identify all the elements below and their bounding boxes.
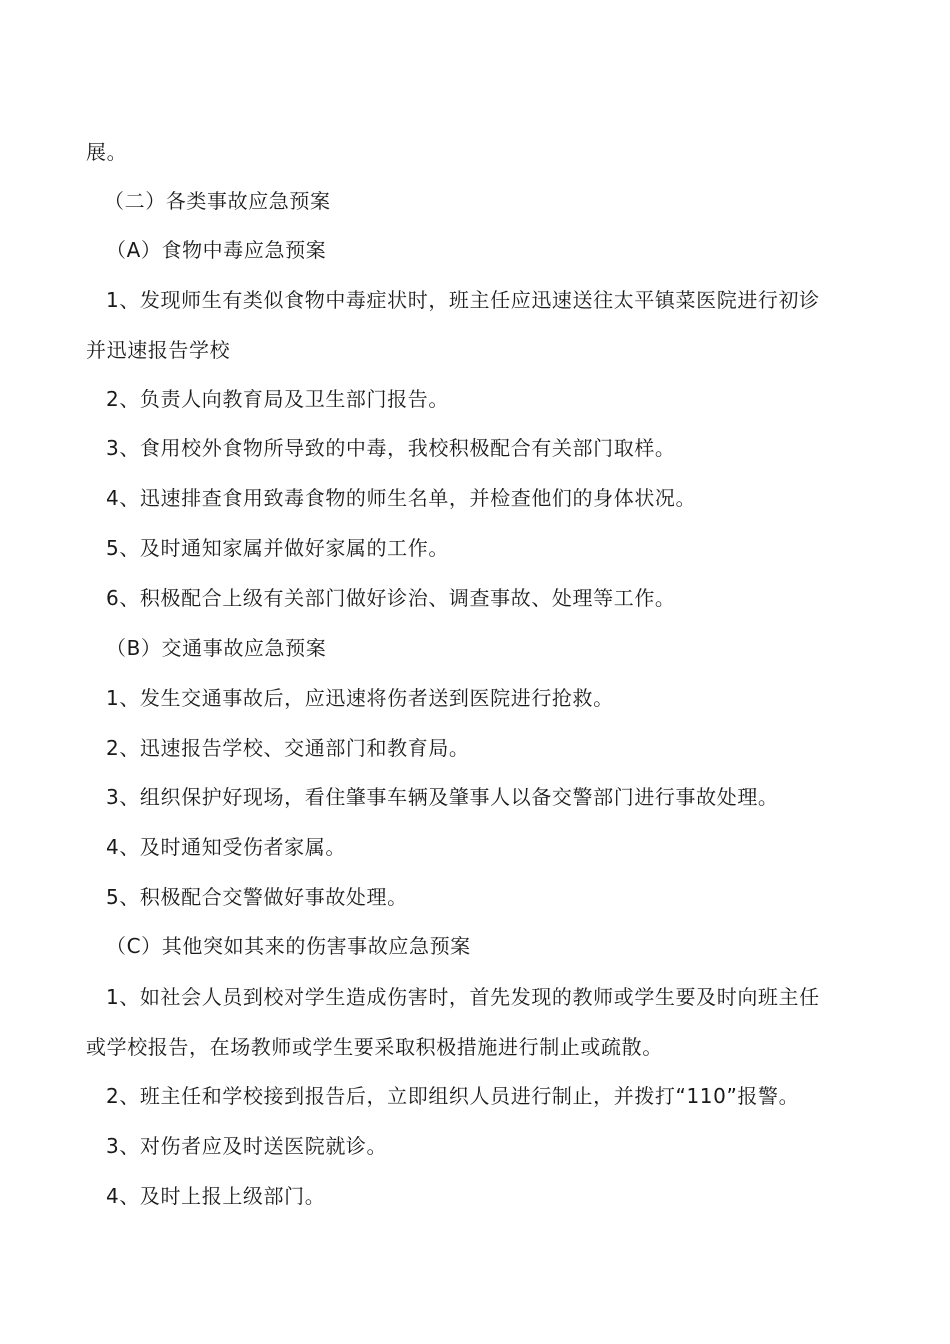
list-item: 3、食用校外食物所导致的中毒，我校积极配合有关部门取样。 xyxy=(106,436,676,460)
list-item: 3、对伤者应及时送医院就诊。 xyxy=(106,1134,388,1158)
list-item: 5、积极配合交警做好事故处理。 xyxy=(106,885,408,909)
list-item: 4、迅速排查食用致毒食物的师生名单，并检查他们的身体状况。 xyxy=(106,486,697,510)
list-item: 2、班主任和学校接到报告后，立即组织人员进行制止，并拨打“110”报警。 xyxy=(106,1084,800,1108)
list-item: 4、及时上报上级部门。 xyxy=(106,1184,326,1208)
subsection-heading-c: （C）其他突如其来的伤害事故应急预案 xyxy=(106,934,471,958)
list-item: 5、及时通知家属并做好家属的工作。 xyxy=(106,536,449,560)
list-item: 4、及时通知受伤者家属。 xyxy=(106,835,346,859)
section-heading: （二）各类事故应急预案 xyxy=(104,189,331,213)
list-item: 6、积极配合上级有关部门做好诊治、调查事故、处理等工作。 xyxy=(106,586,676,610)
list-item-continuation: 或学校报告，在场教师或学生要采取积极措施进行制止或疏散。 xyxy=(86,1035,663,1059)
list-item: 1、发生交通事故后，应迅速将伤者送到医院进行抢救。 xyxy=(106,686,614,710)
subsection-heading-b: （B）交通事故应急预案 xyxy=(106,636,327,660)
list-item: 3、组织保护好现场，看住肇事车辆及肇事人以备交警部门进行事故处理。 xyxy=(106,785,779,809)
list-item: 2、迅速报告学校、交通部门和教育局。 xyxy=(106,736,470,760)
list-item: 1、如社会人员到校对学生造成伤害时，首先发现的教师或学生要及时向班主任 xyxy=(106,985,820,1009)
subsection-heading-a: （A）食物中毒应急预案 xyxy=(106,238,327,262)
list-item: 2、负责人向教育局及卫生部门报告。 xyxy=(106,387,449,411)
list-item: 1、发现师生有类似食物中毒症状时，班主任应迅速送往太平镇菜医院进行初诊 xyxy=(106,288,820,312)
list-item-continuation: 并迅速报告学校 xyxy=(86,338,231,362)
text-line-continuation: 展。 xyxy=(86,140,128,164)
